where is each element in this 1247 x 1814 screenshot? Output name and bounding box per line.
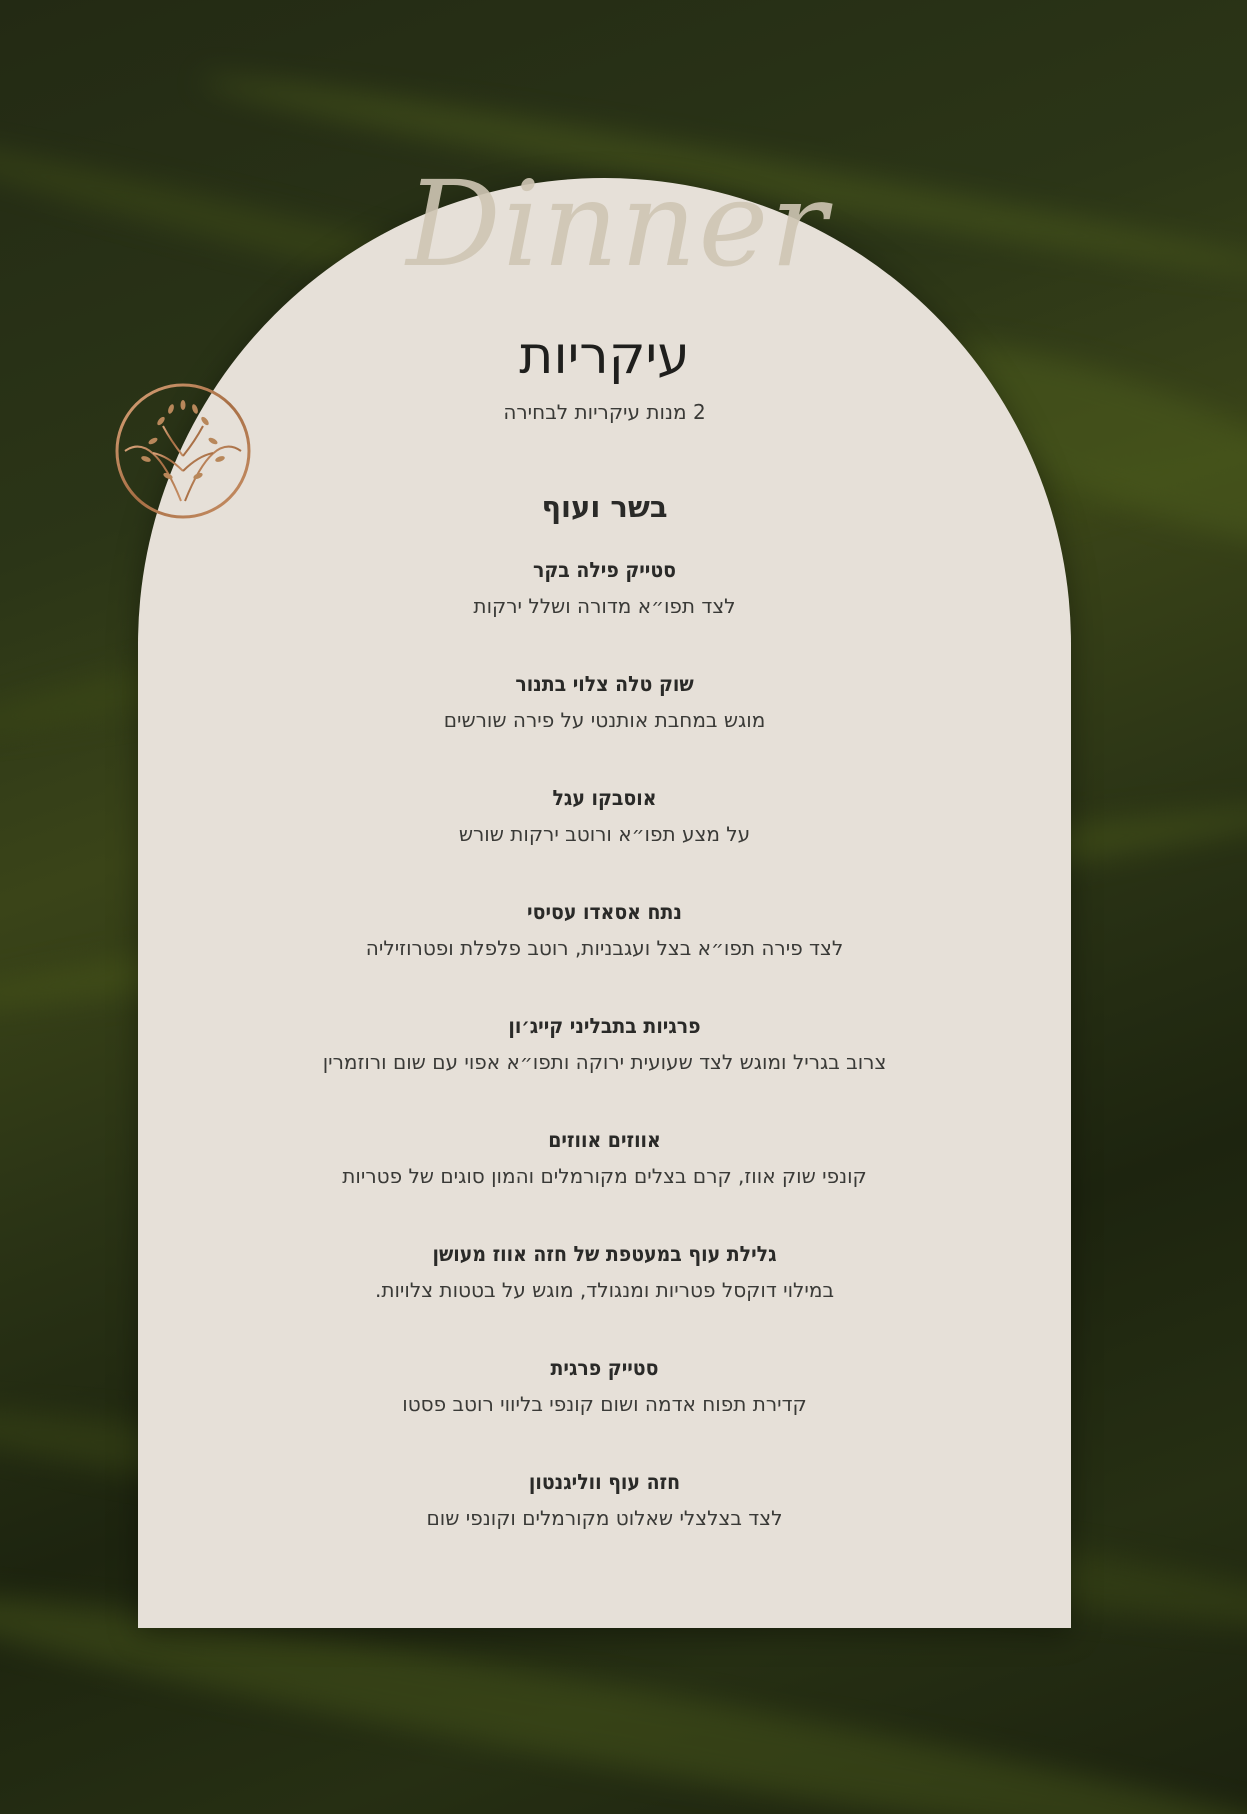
menu-item-name: סטייק פרגית <box>550 1356 659 1380</box>
page-title: עיקריות <box>519 326 690 386</box>
menu-item-description: קדירת תפוח אדמה ושום קונפי בליווי רוטב פסטו <box>402 1392 807 1416</box>
menu-item-name: אווזים אווזים <box>548 1128 661 1152</box>
menu-item-name: נתח אסאדו עסיסי <box>527 900 682 924</box>
menu-item-name: גלילת עוף במעטפת של חזה אווז מעושן <box>432 1242 777 1266</box>
menu-item-description: במילוי דוקסל פטריות ומנגולד, מוגש על בטטות צלויות. <box>374 1278 835 1302</box>
menu-item-description: קונפי שוק אווז, קרם בצלים מקורמלים והמון סוגים של פטריות <box>342 1164 867 1188</box>
menu-item <box>138 1467 1071 1581</box>
menu-item <box>138 1239 1071 1353</box>
menu-item-description: לצד תפו״א מדורה ושלל ירקות <box>473 594 736 618</box>
menu-item <box>138 555 1071 669</box>
menu-item <box>138 1353 1071 1467</box>
menu-item-description: לצד בצלצלי שאלוט מקורמלים וקונפי שום <box>426 1506 783 1530</box>
menu-item-name: פרגיות בתבליני קייג׳ון <box>508 1014 701 1038</box>
menu-content <box>138 325 1071 1581</box>
page-subtitle: 2 מנות עיקריות לבחירה <box>503 400 706 424</box>
section-title: בשר ועוף <box>541 490 668 524</box>
script-title: Dinner <box>406 155 829 293</box>
menu-item-name: שוק טלה צלוי בתנור <box>515 672 694 696</box>
menu-item <box>138 783 1071 897</box>
menu-item-description: לצד פירה תפו״א בצל ועגבניות, רוטב פלפלת ופטרוזיליה <box>365 936 844 960</box>
menu-item <box>138 1011 1071 1125</box>
menu-item <box>138 897 1071 1011</box>
menu-item-name: סטייק פילה בקר <box>532 558 677 582</box>
menu-item-name: אוסבקו עגל <box>552 786 657 810</box>
menu-item-list <box>138 555 1071 1581</box>
menu-item-description: צרוב בגריל ומוגש לצד שעועית ירוקה ותפו״א אפוי עם שום ורוזמרין <box>322 1050 887 1074</box>
menu-item <box>138 669 1071 783</box>
menu-item <box>138 1125 1071 1239</box>
menu-item-description: על מצע תפו״א ורוטב ירקות שורש <box>458 822 751 846</box>
menu-item-name: חזה עוף ווליגנטון <box>528 1470 681 1494</box>
menu-item-description: מוגש במחבת אותנטי על פירה שורשים <box>443 708 766 732</box>
